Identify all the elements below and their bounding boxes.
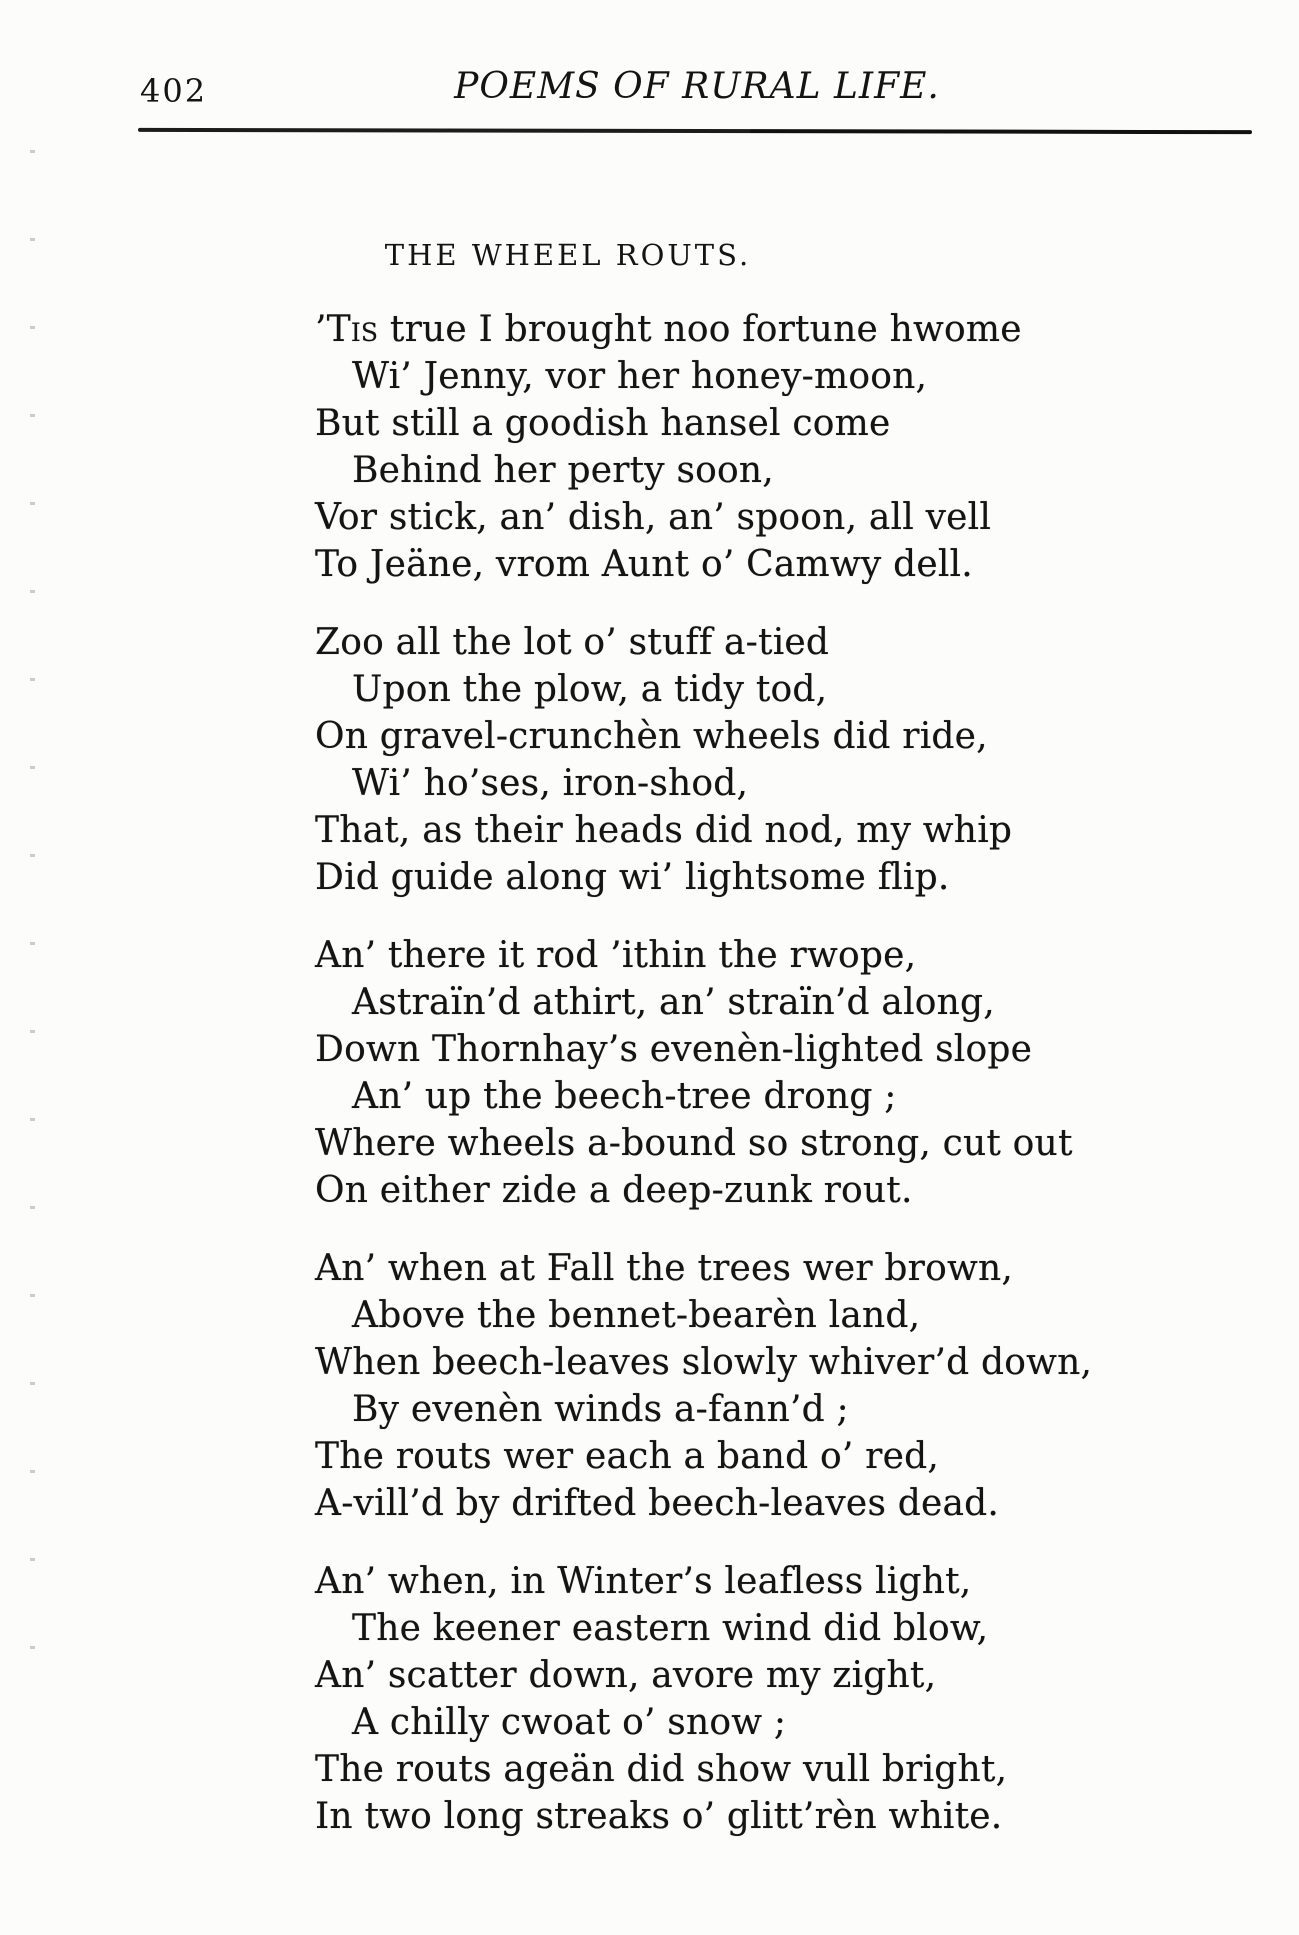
stanza xyxy=(315,619,1095,901)
poem-line: An’ when at Fall the trees wer brown, xyxy=(315,1248,1013,1289)
poem-line: Upon the plow, a tidy tod, xyxy=(352,669,828,710)
poem-line: The keener eastern wind did blow, xyxy=(352,1608,989,1649)
scan-artifacts xyxy=(30,150,35,1650)
smallcaps-lead: ’Tis xyxy=(315,309,379,350)
poem-body xyxy=(315,306,1095,1871)
poem-line: In two long streaks o’ glitt’rèn white. xyxy=(315,1796,1003,1837)
poem-line: An’ up the beech-tree drong ; xyxy=(352,1076,897,1117)
poem-line: An’ scatter down, avore my zight, xyxy=(315,1655,937,1696)
poem-line: Vor stick, an’ dish, an’ spoon, all vell xyxy=(315,497,992,538)
stanza xyxy=(315,932,1095,1214)
stanza xyxy=(315,1245,1095,1527)
poem-line: But still a goodish hansel come xyxy=(315,403,891,444)
poem-line: Where wheels a-bound so strong, cut out xyxy=(315,1123,1073,1164)
poem-line: Zoo all the lot o’ stuff a-tied xyxy=(315,622,830,663)
stanza xyxy=(315,1558,1095,1840)
poem-line: Astraïn’d athirt, an’ straïn’d along, xyxy=(352,982,995,1023)
poem-line: On gravel-crunchèn wheels did ride, xyxy=(315,716,988,757)
poem-line: Down Thornhay’s evenèn-lighted slope xyxy=(315,1029,1033,1070)
poem-line: By evenèn winds a-fann’d ; xyxy=(352,1389,849,1430)
poem-line: The routs ageän did show vull bright, xyxy=(315,1749,1008,1790)
poem-line: That, as their heads did nod, my whip xyxy=(315,810,1013,851)
poem-line: Wi’ ho’ses, iron-shod, xyxy=(352,763,749,804)
poem-line: An’ there it rod ’ithin the rwope, xyxy=(315,935,917,976)
poem-line: An’ when, in Winter’s leafless light, xyxy=(315,1561,972,1602)
poem-line: A chilly cwoat o’ snow ; xyxy=(352,1702,787,1743)
running-head: POEMS OF RURAL LIFE. xyxy=(454,66,940,107)
header-rule xyxy=(138,128,1252,134)
poem-line: To Jeäne, vrom Aunt o’ Camwy dell. xyxy=(315,544,973,585)
stanza xyxy=(315,306,1095,588)
poem-line: ’Tis true I brought noo fortune hwome xyxy=(315,309,1022,350)
poem-line: Wi’ Jenny, vor her honey-moon, xyxy=(352,356,928,397)
page-number: 402 xyxy=(140,72,208,110)
poem-line: The routs wer each a band o’ red, xyxy=(315,1436,939,1477)
poem-line: A-vill’d by drifted beech-leaves dead. xyxy=(315,1483,1000,1524)
poem-line: Did guide along wi’ lightsome flip. xyxy=(315,857,950,898)
poem-line: On either zide a deep-zunk rout. xyxy=(315,1170,913,1211)
poem-line: Above the bennet-bearèn land, xyxy=(352,1295,921,1336)
poem-line: Behind her perty soon, xyxy=(352,450,774,491)
poem-title: THE WHEEL ROUTS. xyxy=(384,238,752,272)
poem-line: When beech-leaves slowly whiver’d down, xyxy=(315,1342,1093,1383)
